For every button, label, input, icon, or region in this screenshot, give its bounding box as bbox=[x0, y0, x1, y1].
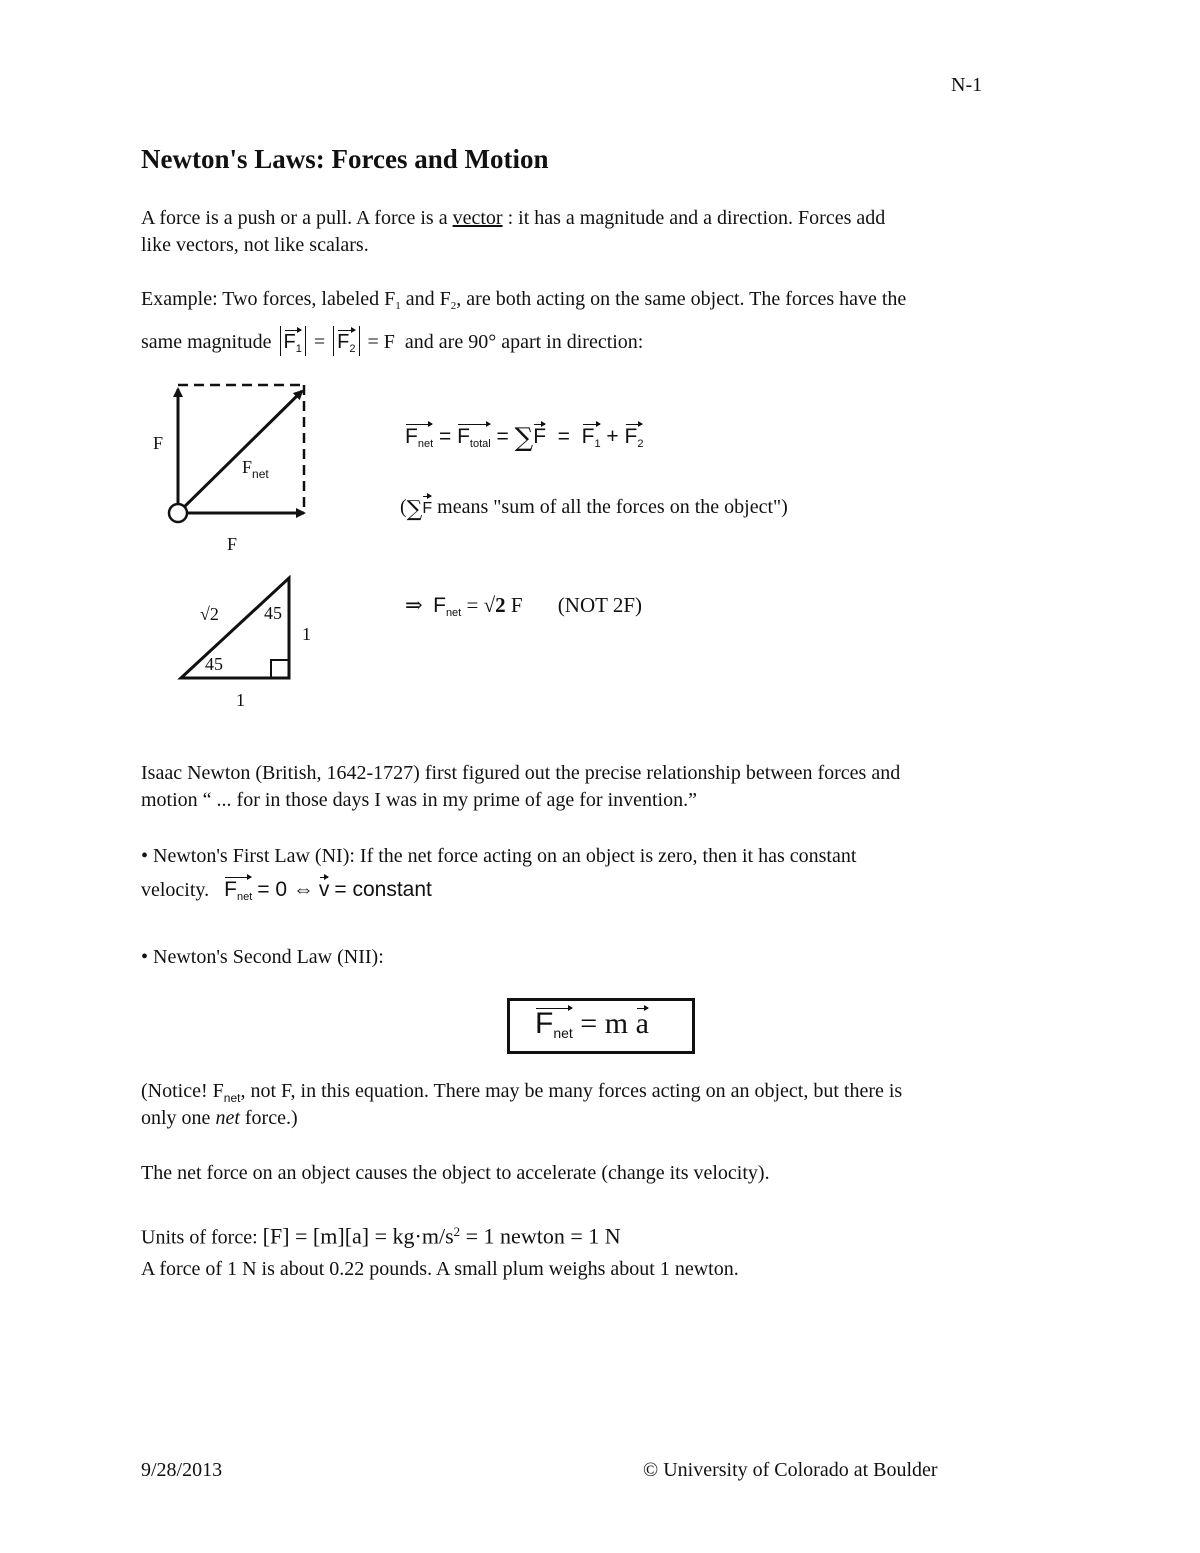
vector-f-note: F bbox=[422, 495, 432, 522]
units-line-2: A force of 1 N is about 0.22 pounds. A small plum weighs about 1 newton. bbox=[141, 1258, 739, 1280]
vector-ftotal: $F_{total}$ bbox=[457, 423, 491, 458]
units-sup: 2 bbox=[453, 1224, 461, 1239]
example-text-a: Example: Two forces, labeled F bbox=[141, 288, 396, 310]
units-line-1 bbox=[141, 1218, 621, 1252]
page-number: N-1 bbox=[951, 74, 983, 96]
notice-text-d: force.) bbox=[239, 1107, 298, 1129]
accelerate-line: The net force on an object causes the object to accelerate (change its velocity). bbox=[141, 1162, 770, 1184]
second-law-line: • Newton's Second Law (NII): bbox=[141, 946, 384, 968]
label-fnet bbox=[242, 457, 269, 481]
notice-line-2 bbox=[141, 1105, 298, 1132]
page-title: Newton's Laws: Forces and Motion bbox=[141, 144, 549, 174]
units-label: Units of force: bbox=[141, 1226, 258, 1249]
vector-f2-eq: $F_2$ bbox=[625, 423, 644, 458]
eq-constant: = constant bbox=[334, 878, 432, 901]
paren-open: ( bbox=[400, 496, 407, 518]
triangle-diagram bbox=[170, 570, 310, 690]
subscript-1: 1 bbox=[395, 300, 401, 312]
sigma-note-text: means "sum of all the forces on the object") bbox=[432, 496, 788, 518]
net-force-arrow bbox=[178, 391, 302, 513]
sum-equation: $F_{net} = F_{total} = \sum F = F_1 + F_2$ bbox=[405, 423, 643, 458]
vector-v: v bbox=[318, 878, 330, 901]
abs-bar bbox=[359, 326, 360, 356]
notice-sub: net bbox=[223, 1091, 241, 1105]
vector-f1: $F_1$ bbox=[284, 329, 302, 363]
triangle-vertical-label: 1 bbox=[302, 624, 311, 644]
label-vertical-f: F bbox=[153, 433, 164, 453]
notice-text-a: (Notice! F bbox=[141, 1080, 224, 1102]
vector-f1-eq: $F_1$ bbox=[582, 423, 601, 458]
example-line-2: same magnitude $F_1 = F_2 = F$ and are 90° apart in direction: bbox=[141, 326, 643, 363]
intro-text: A force is a push or a pull. A force is a bbox=[141, 207, 453, 229]
object-circle bbox=[169, 504, 187, 522]
triangle-angle-top: 45 bbox=[264, 603, 282, 623]
units-eq-rest: = 1 newton = 1 N bbox=[460, 1223, 621, 1249]
result-f: F bbox=[433, 594, 446, 617]
vector-fnet: $F_{net}$ bbox=[405, 423, 433, 458]
notice-text-b: , not F, in this equation. There may be many forces acting on an object, but there is bbox=[240, 1080, 903, 1102]
example-line-1 bbox=[141, 286, 906, 320]
intro-line-2: like vectors, not like scalars. bbox=[141, 234, 369, 256]
intro-text-end: : it has a magnitude and a direction. Forces add bbox=[502, 207, 886, 229]
newton-line-2: motion “ ... for in those days I was in my prime of age for invention.” bbox=[141, 789, 697, 811]
units-eq: [F] = [m][a] = kg·m/s bbox=[262, 1223, 454, 1249]
vector-f2: $F_2$ bbox=[337, 329, 355, 363]
notice-text-c: only one bbox=[141, 1107, 216, 1129]
label-horizontal-f: F bbox=[227, 534, 238, 554]
triangle-horizontal-label: 1 bbox=[236, 690, 245, 710]
abs-bar bbox=[333, 326, 334, 356]
example-text-d: and are 90° apart in direction: bbox=[404, 331, 644, 353]
example-text-c: , are both acting on the same object. The forces have the bbox=[456, 288, 907, 310]
vector-fnet-law1: $F_{net}$ bbox=[224, 876, 252, 911]
footer-date: 9/28/2013 bbox=[141, 1459, 223, 1481]
velocity-label: velocity. bbox=[141, 879, 210, 901]
vector-a: a bbox=[635, 1007, 649, 1040]
triangle-angle-bottom: 45 bbox=[205, 654, 223, 674]
vector-diagram bbox=[140, 375, 340, 575]
result-sub: net bbox=[445, 607, 462, 619]
label-fnet-f: F bbox=[242, 457, 253, 477]
vector-fnet-law2: Fnet bbox=[535, 1007, 573, 1041]
newton-line-1: Isaac Newton (British, 1642-1727) first figured out the precise relationship between forces and bbox=[141, 762, 901, 784]
result-equation: ⇒ $F_{net} = √2$ F (NOT 2F) bbox=[405, 593, 642, 619]
result-f2: F bbox=[510, 593, 523, 617]
first-law-line-2 bbox=[141, 876, 432, 911]
implies-icon: ⇒ bbox=[405, 593, 423, 617]
sigma-icon: ∑ bbox=[406, 497, 423, 522]
sigma-note bbox=[400, 494, 788, 523]
magnitude-eq: = F bbox=[367, 331, 395, 353]
abs-bar bbox=[305, 326, 306, 356]
eq-m: = m bbox=[580, 1007, 629, 1040]
first-law-line-1: • Newton's First Law (NI): If the net force acting on an object is zero, then it has constant bbox=[141, 845, 857, 867]
subscript-2: 2 bbox=[450, 300, 457, 312]
vector-term: vector bbox=[452, 207, 503, 229]
magnitude-label: same magnitude bbox=[141, 331, 272, 353]
intro-line-1 bbox=[141, 205, 885, 232]
not-2f: (NOT 2F) bbox=[557, 593, 642, 617]
second-law-equation-box bbox=[507, 998, 695, 1054]
second-law-equation bbox=[535, 1007, 649, 1041]
net-emphasis: net bbox=[215, 1107, 240, 1129]
eq-zero: = 0 ⇔ bbox=[257, 878, 314, 901]
vector-f: F bbox=[533, 425, 547, 448]
label-fnet-sub: net bbox=[252, 467, 269, 481]
abs-bar bbox=[280, 326, 281, 356]
triangle-hyp-label: √2 bbox=[200, 604, 219, 624]
sigma-icon: ∑ bbox=[514, 423, 534, 453]
sqrt2: √2 bbox=[483, 593, 506, 617]
footer-copyright: © University of Colorado at Boulder bbox=[643, 1459, 938, 1481]
example-text-b: and F bbox=[400, 288, 451, 310]
